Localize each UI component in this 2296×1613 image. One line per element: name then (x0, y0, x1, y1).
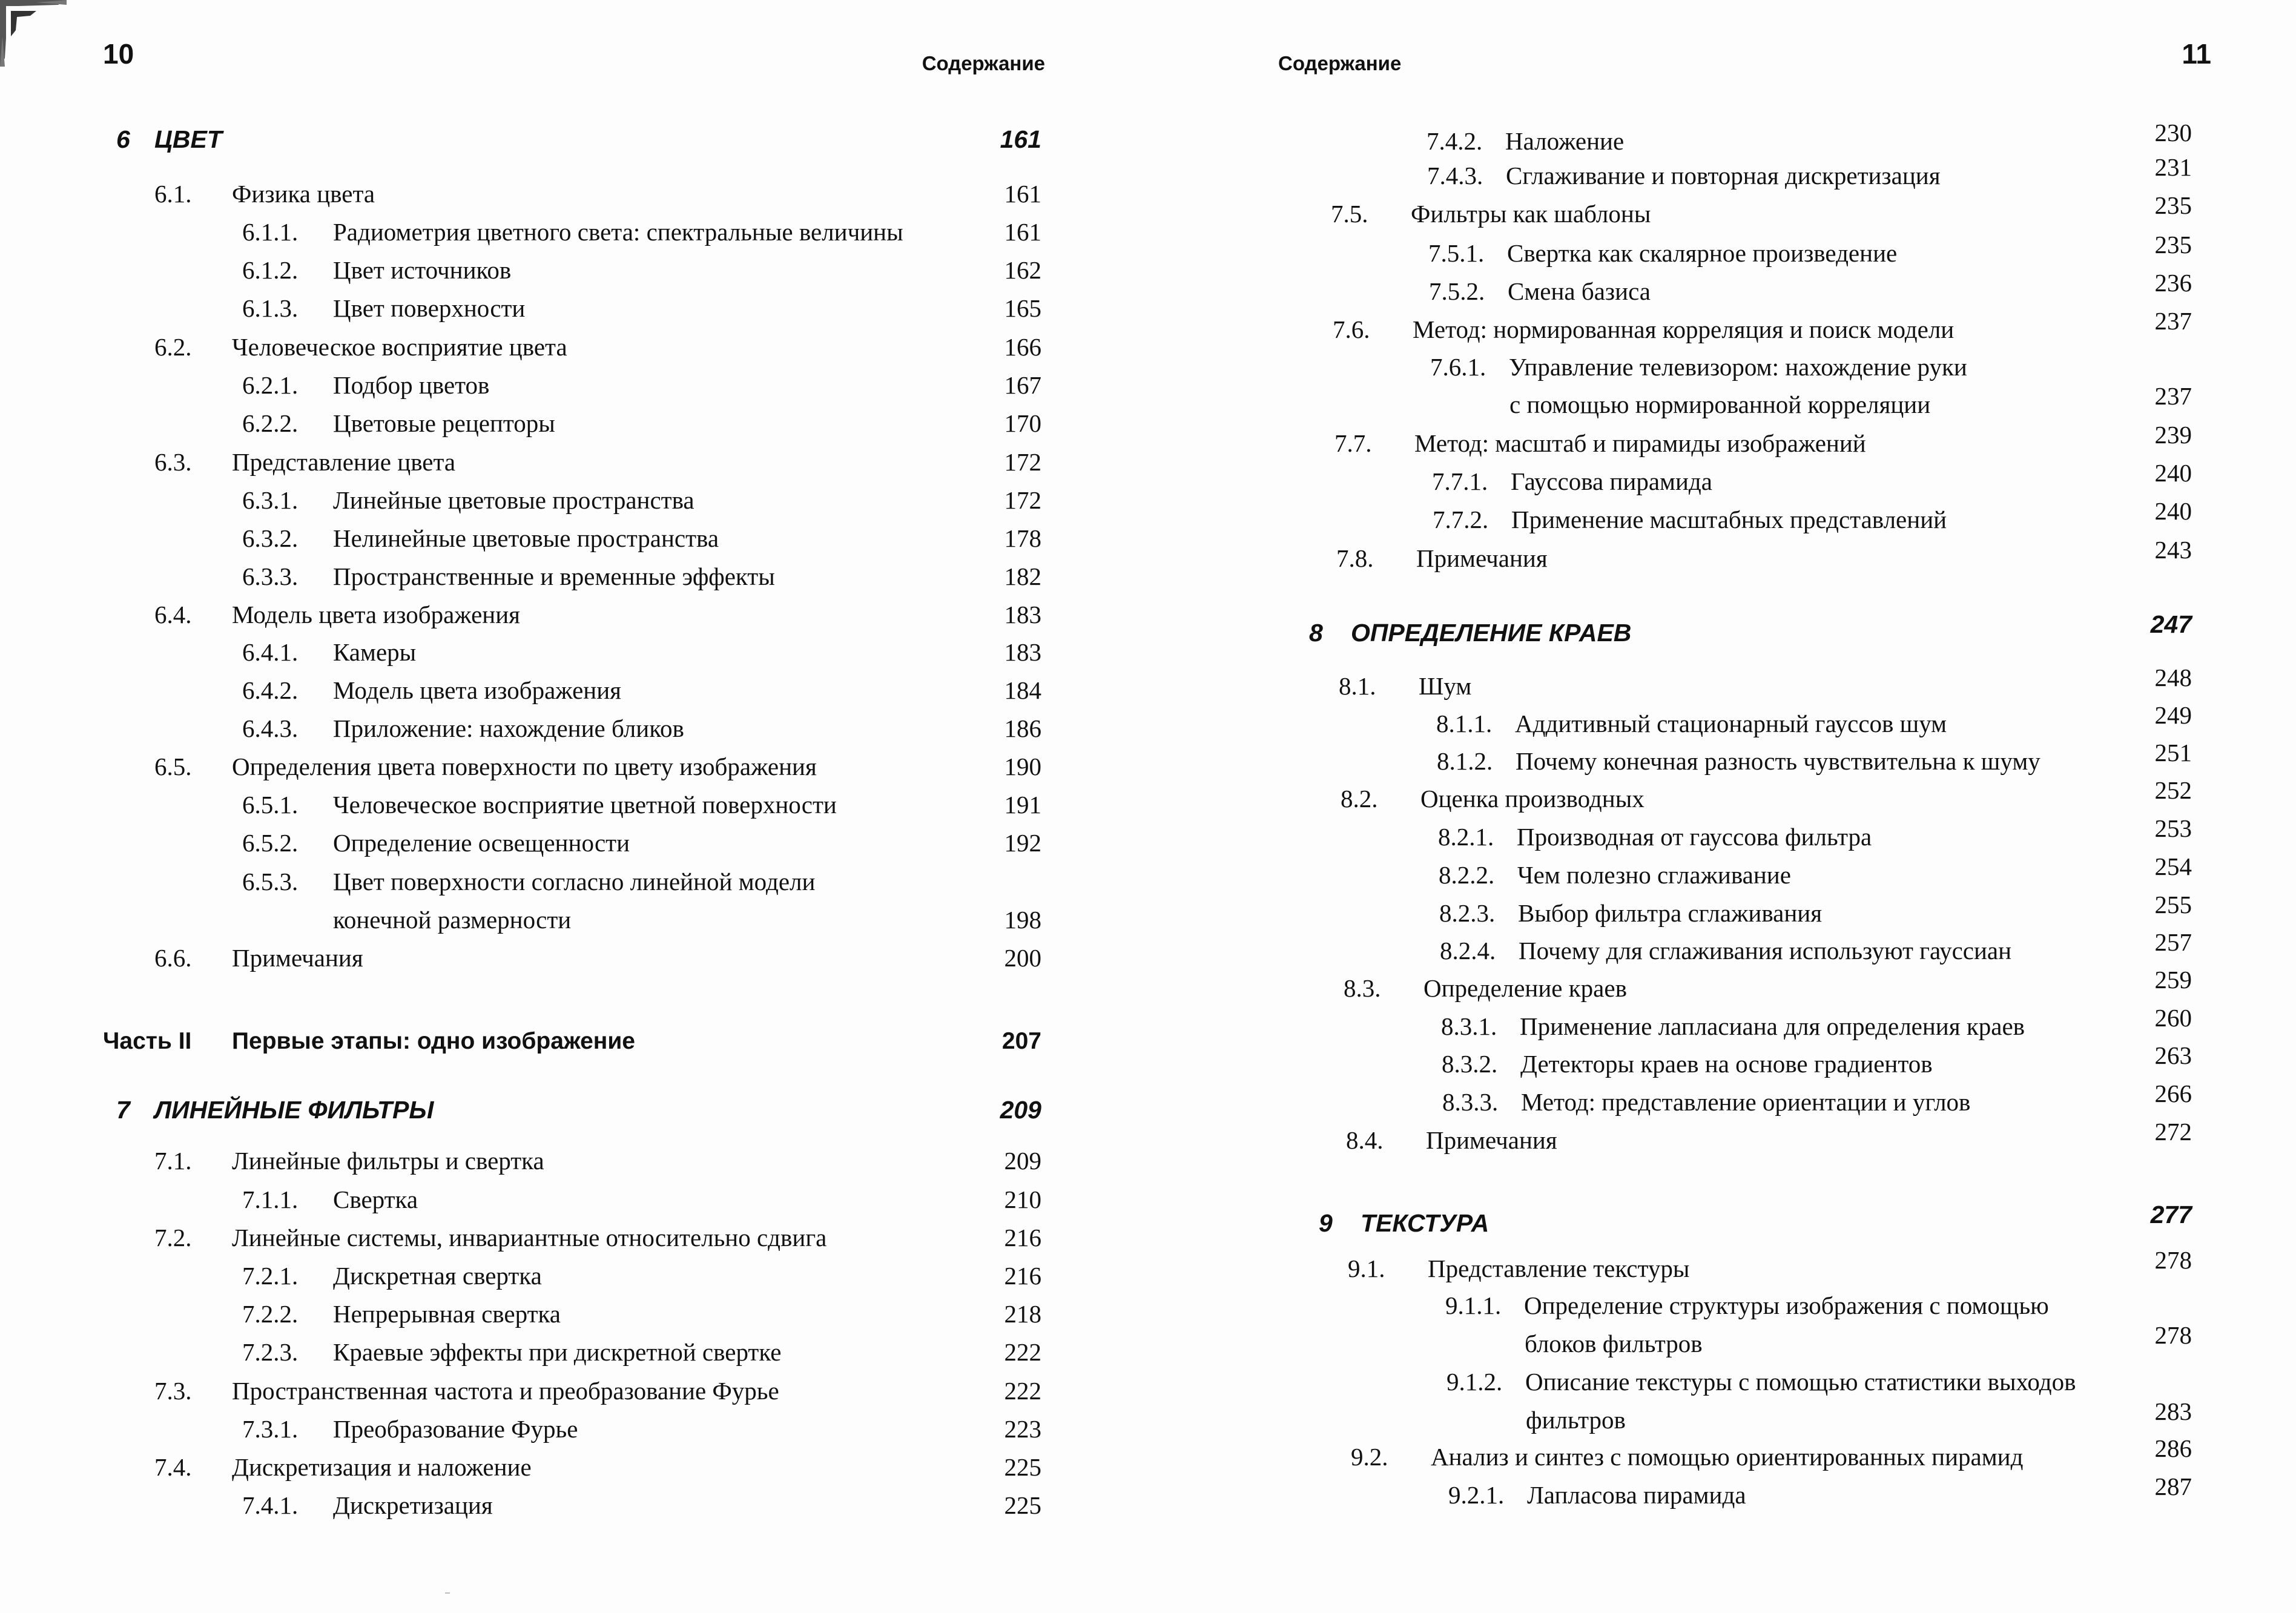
toc-entry-page: 263 (2154, 1041, 2192, 1069)
toc-entry-title: Краевые эффекты при дискретной свертке (333, 1338, 782, 1366)
toc-entry-title: Применение масштабных представлений (1511, 506, 1947, 533)
toc-entry-number: 7.7. (1334, 429, 1372, 457)
toc-entry-page: 260 (2154, 1004, 2192, 1032)
toc-entry-title: Чем полезно сглаживание (1517, 861, 1791, 889)
toc-entry-page: 253 (2154, 814, 2192, 842)
toc-entry-title: фильтров (1526, 1406, 1626, 1434)
toc-entry-title: Дискретная свертка (333, 1262, 542, 1290)
toc-entry-title: Пространственная частота и преобразование Фурье (232, 1377, 779, 1405)
toc-entry-title: ТЕКСТУРА (1361, 1209, 1489, 1237)
toc-entry-title: с помощью нормированной корреляции (1509, 391, 1931, 418)
toc-entry-number: 8.3.1. (1441, 1012, 1497, 1040)
toc-entry-title: Анализ и синтез с помощью ориентированных пирамид (1431, 1443, 2024, 1471)
toc-entry-page: 209 (1004, 1147, 1041, 1175)
toc-entry-number: 8.2.2. (1439, 861, 1495, 889)
toc-entry-title: Описание текстуры с помощью статистики выходов (1525, 1368, 2076, 1396)
toc-entry-page: 255 (2154, 891, 2192, 919)
toc-entry-page: 209 (1000, 1096, 1041, 1124)
toc-entry-page: 252 (2154, 776, 2192, 804)
toc-entry-page: 278 (2154, 1321, 2192, 1349)
toc-entry-title: ЦВЕТ (154, 125, 222, 153)
toc-entry-number: 6.1. (154, 180, 192, 208)
toc-entry-title: Представление цвета (232, 448, 456, 476)
toc-entry-title: Управление телевизором: нахождение руки (1509, 353, 1967, 381)
toc-entry-page: 230 (2154, 119, 2192, 147)
toc-entry-title: Человеческое восприятие цветной поверхности (333, 791, 837, 819)
toc-entry-page: 243 (2154, 536, 2192, 564)
toc-entry-title: Наложение (1505, 127, 1625, 155)
toc-entry-number: Часть II (103, 1028, 192, 1054)
toc-entry-page: 210 (1004, 1186, 1041, 1213)
toc-entry-page: 225 (1004, 1453, 1041, 1481)
toc-entry-page: 277 (2150, 1201, 2192, 1229)
toc-entry-number: 7.2.3. (242, 1338, 299, 1366)
toc-entry-number: 7.7.2. (1433, 506, 1489, 533)
toc-entry-page: 237 (2154, 382, 2192, 410)
toc-entry-title: Человеческое восприятие цвета (232, 333, 567, 361)
scan-speck (445, 1592, 450, 1594)
toc-entry-title: Преобразование Фурье (333, 1415, 578, 1443)
toc-entry-number: 7.4.3. (1427, 162, 1483, 190)
toc-entry-page: 249 (2154, 701, 2192, 729)
toc-entry-page: 183 (1004, 638, 1041, 666)
toc-entry-page: 237 (2154, 307, 2192, 335)
toc-entry-page: 251 (2154, 739, 2192, 767)
toc-entry-number: 6.1.2. (242, 256, 299, 284)
toc-entry-title: Линейные системы, инвариантные относительно сдвига (232, 1224, 827, 1252)
toc-entry-title: Метод: нормированная корреляция и поиск модели (1413, 315, 1955, 343)
toc-entry-page: 216 (1004, 1262, 1041, 1290)
toc-entry-page: 236 (2154, 269, 2192, 297)
toc-entry-page: 240 (2154, 459, 2192, 487)
toc-entry-number: 7 (116, 1096, 130, 1124)
right-page (1148, 0, 2296, 1613)
toc-entry-number: 9.2.1. (1448, 1481, 1505, 1509)
toc-entry-number: 7.4. (154, 1453, 192, 1481)
toc-entry-number: 7.5.2. (1429, 277, 1485, 305)
toc-entry-page: 231 (2154, 153, 2192, 181)
toc-entry-number: 7.6. (1333, 315, 1370, 343)
toc-entry-page: 218 (1004, 1300, 1041, 1328)
toc-entry-number: 7.6.1. (1430, 353, 1486, 381)
toc-entry-page: 178 (1004, 524, 1041, 552)
toc-entry-page: 200 (1004, 944, 1041, 972)
toc-entry-page: 192 (1004, 829, 1041, 857)
toc-entry-number: 6.2.1. (242, 371, 299, 399)
toc-entry-title: Гауссова пирамида (1511, 467, 1712, 495)
toc-entry-title: Шум (1419, 672, 1472, 700)
toc-entry-title: Оценка производных (1420, 785, 1644, 813)
toc-entry-page: 182 (1004, 562, 1041, 590)
running-head: Содержание (1278, 52, 1402, 74)
toc-entry-page: 167 (1004, 371, 1041, 399)
toc-entry-title: ОПРЕДЕЛЕНИЕ КРАЕВ (1351, 619, 1632, 647)
toc-entry-title: Метод: масштаб и пирамиды изображений (1414, 429, 1866, 457)
toc-entry-number: 8.2.4. (1440, 937, 1496, 965)
toc-entry-number: 7.5.1. (1428, 239, 1485, 267)
toc-entry-title: Свертка как скалярное произведение (1507, 239, 1898, 267)
toc-entry-title: Линейные цветовые пространства (333, 486, 694, 514)
toc-entry-title: Примечания (1426, 1126, 1557, 1154)
toc-entry-page: 248 (2154, 664, 2192, 691)
toc-entry-title: Примечания (232, 944, 363, 972)
toc-entry-number: 8.3.2. (1442, 1050, 1498, 1078)
toc-entry-title: Представление текстуры (1428, 1255, 1690, 1282)
toc-entry-page: 184 (1004, 676, 1041, 704)
toc-entry-page: 266 (2154, 1080, 2192, 1107)
toc-entry-title: Нелинейные цветовые пространства (333, 524, 719, 552)
toc-entry-title: Модель цвета изображения (333, 676, 622, 704)
toc-entry-page: 161 (1004, 218, 1041, 246)
toc-entry-title: Лапласова пирамида (1527, 1481, 1746, 1509)
toc-entry-page: 186 (1004, 714, 1041, 742)
toc-entry-title: Физика цвета (232, 180, 375, 208)
toc-entry-page: 278 (2154, 1246, 2192, 1274)
toc-entry-number: 7.7.1. (1432, 467, 1488, 495)
toc-entry-title: Смена базиса (1508, 277, 1651, 305)
toc-entry-title: Приложение: нахождение бликов (333, 714, 684, 742)
toc-entry-title: Почему конечная разность чувствительна к шуму (1516, 747, 2040, 775)
toc-entry-page: 225 (1004, 1491, 1041, 1519)
toc-entry-number: 6.4.3. (242, 714, 299, 742)
toc-entry-page: 254 (2154, 853, 2192, 880)
toc-entry-page: 235 (2154, 191, 2192, 219)
toc-entry-number: 7.3. (154, 1377, 192, 1405)
toc-entry-title: Примечания (1416, 544, 1548, 572)
toc-entry-number: 7.2.2. (242, 1300, 299, 1328)
toc-entry-number: 6.2. (154, 333, 192, 361)
toc-entry-title: Подбор цветов (333, 371, 490, 399)
toc-entry-title: Производная от гауссова фильтра (1517, 823, 1872, 851)
toc-entry-title: Радиометрия цветного света: спектральные величины (333, 218, 903, 246)
toc-entry-title: Фильтры как шаблоны (1411, 200, 1651, 228)
toc-entry-title: Свертка (333, 1186, 418, 1213)
toc-entry-title: блоков фильтров (1525, 1330, 1703, 1357)
toc-entry-title: Дискретизация и наложение (232, 1453, 532, 1481)
toc-entry-number: 6.2.2. (242, 409, 299, 437)
toc-entry-page: 257 (2154, 928, 2192, 956)
toc-entry-page: 191 (1004, 791, 1041, 819)
toc-entry-title: Цветовые рецепторы (333, 409, 555, 437)
running-head: Содержание (922, 52, 1045, 74)
toc-entry-title: Применение лапласиана для определения краев (1520, 1012, 2025, 1040)
toc-entry-number: 6.4.2. (242, 676, 299, 704)
toc-entry-number: 8.2.3. (1439, 899, 1496, 927)
toc-entry-number: 9.1. (1348, 1255, 1385, 1282)
toc-entry-page: 162 (1004, 256, 1041, 284)
toc-entry-title: Цвет поверхности согласно линейной модели (333, 868, 816, 896)
toc-entry-number: 7.4.2. (1427, 127, 1483, 155)
toc-entry-page: 166 (1004, 333, 1041, 361)
toc-entry-title: Почему для сглаживания используют гауссиан (1519, 937, 2012, 965)
toc-entry-page: 272 (2154, 1118, 2192, 1146)
toc-entry-title: Определение краев (1423, 974, 1627, 1002)
toc-entry-number: 6.3.2. (242, 524, 299, 552)
toc-entry-title: Дискретизация (333, 1491, 493, 1519)
toc-entry-page: 223 (1004, 1415, 1041, 1443)
toc-entry-page: 172 (1004, 486, 1041, 514)
toc-entry-title: Пространственные и временные эффекты (333, 562, 775, 590)
toc-entry-page: 165 (1004, 294, 1041, 322)
toc-entry-title: Определения цвета поверхности по цвету изображения (232, 753, 817, 780)
toc-entry-number: 7.5. (1331, 200, 1368, 228)
toc-entry-page: 235 (2154, 231, 2192, 259)
toc-entry-page: 198 (1004, 906, 1041, 934)
toc-entry-number: 6.3.3. (242, 562, 299, 590)
toc-entry-page: 222 (1004, 1338, 1041, 1366)
toc-entry-page: 247 (2150, 610, 2192, 638)
toc-entry-number: 9 (1319, 1209, 1333, 1237)
toc-entry-number: 6.4. (154, 601, 192, 628)
toc-entry-number: 8.1. (1339, 672, 1376, 700)
page-number: 11 (2182, 38, 2211, 70)
toc-entry-title: Детекторы краев на основе градиентов (1520, 1050, 1933, 1078)
toc-entry-title: Метод: представление ориентации и углов (1521, 1088, 1971, 1116)
toc-entry-number: 7.2.1. (242, 1262, 299, 1290)
toc-entry-title: Цвет источников (333, 256, 512, 284)
toc-entry-number: 7.3.1. (242, 1415, 299, 1443)
toc-entry-number: 6.5. (154, 753, 192, 780)
toc-entry-number: 7.1.1. (242, 1186, 299, 1213)
toc-entry-number: 6.5.1. (242, 791, 299, 819)
toc-entry-number: 8.4. (1346, 1126, 1384, 1154)
toc-entry-number: 7.8. (1336, 544, 1374, 572)
toc-entry-page: 161 (1000, 125, 1041, 153)
toc-entry-number: 9.1.1. (1445, 1291, 1502, 1319)
toc-entry-number: 8.1.2. (1437, 747, 1493, 775)
toc-entry-page: 216 (1004, 1224, 1041, 1252)
toc-entry-number: 8.2. (1341, 785, 1378, 813)
toc-entry-page: 172 (1004, 448, 1041, 476)
toc-entry-number: 6.5.3. (242, 868, 299, 896)
toc-entry-number: 9.1.2. (1447, 1368, 1503, 1396)
toc-entry-number: 7.1. (154, 1147, 192, 1175)
toc-entry-title: Сглаживание и повторная дискретизация (1506, 162, 1941, 190)
toc-entry-number: 6 (116, 125, 130, 153)
toc-entry-number: 6.4.1. (242, 638, 299, 666)
toc-entry-title: Непрерывная свертка (333, 1300, 561, 1328)
toc-entry-page: 240 (2154, 497, 2192, 525)
toc-entry-title: Модель цвета изображения (232, 601, 521, 628)
toc-entry-title: Линейные фильтры и свертка (232, 1147, 544, 1175)
toc-entry-number: 8.2.1. (1438, 823, 1494, 851)
toc-entry-number: 9.2. (1351, 1443, 1388, 1471)
toc-entry-page: 207 (1001, 1028, 1041, 1054)
toc-entry-title: ЛИНЕЙНЫЕ ФИЛЬТРЫ (154, 1096, 434, 1124)
toc-entry-title: Определение освещенности (333, 829, 630, 857)
corner-ornament-icon (0, 0, 67, 67)
toc-entry-page: 161 (1004, 180, 1041, 208)
toc-entry-title: Определение структуры изображения с помощью (1524, 1291, 2049, 1319)
toc-entry-title: Аддитивный стационарный гауссов шум (1515, 710, 1947, 737)
toc-entry-page: 222 (1004, 1377, 1041, 1405)
toc-entry-number: 6.6. (154, 944, 192, 972)
toc-entry-number: 7.4.1. (242, 1491, 299, 1519)
toc-entry-page: 259 (2154, 966, 2192, 994)
toc-entry-title: Первые этапы: одно изображение (232, 1028, 635, 1054)
toc-entry-number: 8.1.1. (1436, 710, 1493, 737)
toc-entry-number: 8 (1309, 619, 1323, 647)
toc-entry-page: 283 (2154, 1397, 2192, 1425)
toc-entry-number: 6.1.1. (242, 218, 299, 246)
toc-entry-title: конечной размерности (333, 906, 572, 934)
toc-entry-title: Выбор фильтра сглаживания (1518, 899, 1823, 927)
toc-entry-number: 8.3.3. (1442, 1088, 1499, 1116)
toc-entry-page: 239 (2154, 421, 2192, 449)
toc-entry-number: 6.3. (154, 448, 192, 476)
page-number: 10 (103, 38, 134, 70)
toc-entry-number: 7.2. (154, 1224, 192, 1252)
toc-entry-page: 190 (1004, 753, 1041, 780)
toc-entry-title: Камеры (333, 638, 417, 666)
toc-entry-page: 170 (1004, 409, 1041, 437)
toc-entry-title: Цвет поверхности (333, 294, 526, 322)
toc-entry-number: 6.3.1. (242, 486, 299, 514)
toc-entry-page: 286 (2154, 1434, 2192, 1462)
toc-entry-page: 287 (2154, 1473, 2192, 1500)
toc-entry-number: 6.5.2. (242, 829, 299, 857)
toc-entry-number: 6.1.3. (242, 294, 299, 322)
toc-entry-page: 183 (1004, 601, 1041, 628)
toc-entry-number: 8.3. (1344, 974, 1381, 1002)
